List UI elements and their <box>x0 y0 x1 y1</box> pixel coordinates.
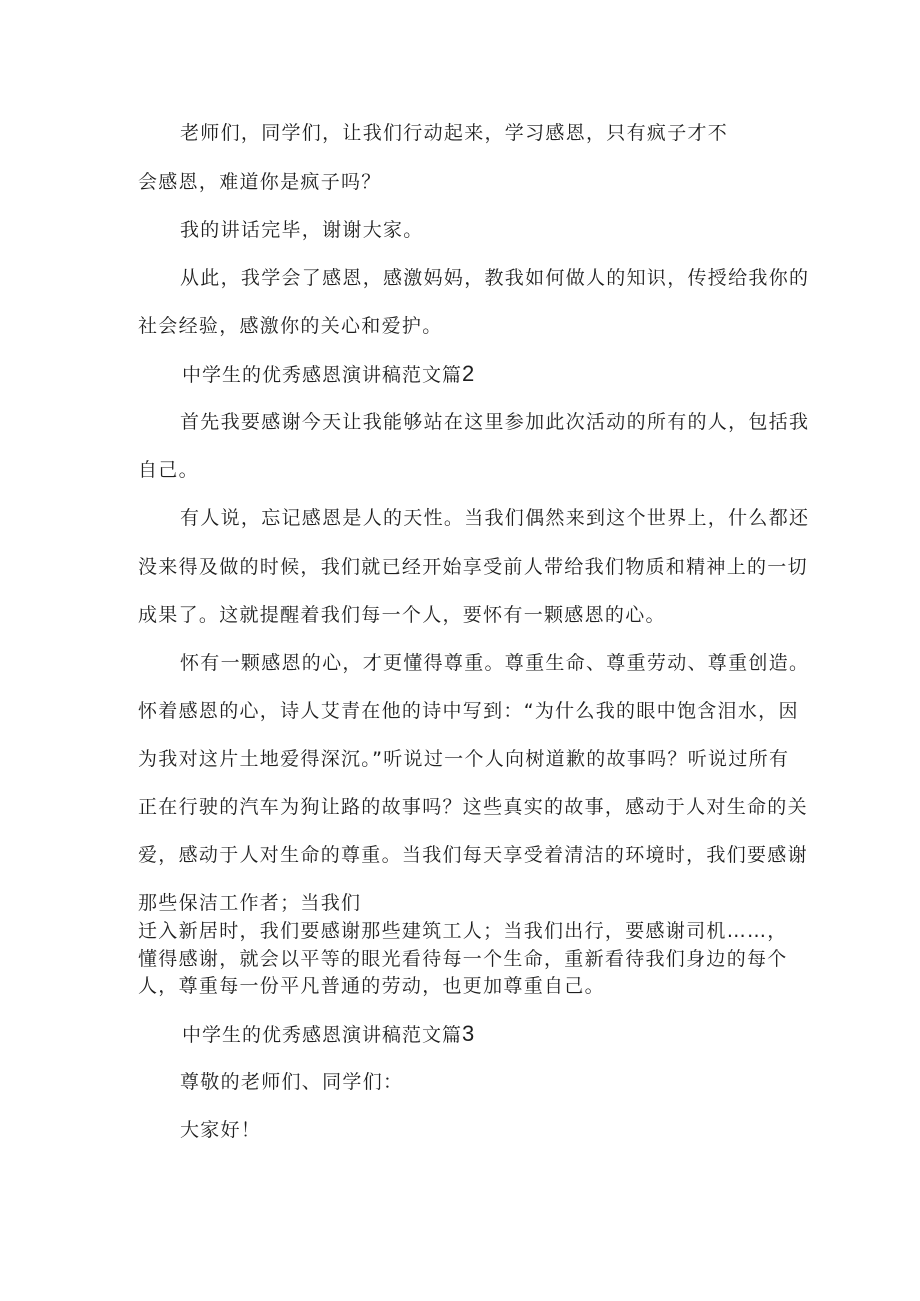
paragraph-line: 人，尊重每一份平凡普通的劳动，也更加尊重自己。 <box>138 975 605 997</box>
paragraph-line: 怀着感恩的心，诗人艾青在他的诗中写到：“为什么我的眼中饱含泪水，因 <box>138 700 799 722</box>
paragraph-line: 有人说，忘记感恩是人的天性。当我们偶然来到这个世界上，什么都还 <box>180 507 810 529</box>
paragraph-line: 首先我要感谢今天让我能够站在这里参加此次活动的所有的人，包括我 <box>180 411 810 433</box>
paragraph-line: 正在行驶的汽车为狗让路的故事吗？这些真实的故事，感动于人对生命的关 <box>138 796 808 818</box>
paragraph-line: 为我对这片土地爱得深沉。”听说过一个人向树道歉的故事吗？听说过所有 <box>138 748 790 770</box>
paragraph-line: 没来得及做的时候，我们就已经开始享受前人带给我们物质和精神上的一切 <box>138 556 808 578</box>
section-heading-2 <box>182 362 474 387</box>
paragraph-line: 自己。 <box>138 459 199 481</box>
heading-number: 2 <box>462 361 475 386</box>
paragraph-line: 迁入新居时，我们要感谢那些建筑工人；当我们出行，要感谢司机……， <box>138 920 788 942</box>
paragraph-line: 从此，我学会了感恩，感激妈妈，教我如何做人的知识，传授给我你的 <box>180 267 810 289</box>
paragraph-line: 那些保洁工作者；当我们 <box>138 892 362 914</box>
section-heading-3 <box>182 1022 474 1047</box>
paragraph-line: 我的讲话完毕，谢谢大家。 <box>180 219 424 241</box>
paragraph-line: 爱，感动于人对生命的尊重。当我们每天享受着清洁的环境时，我们要感谢 <box>138 844 808 866</box>
paragraph-line: 老师们，同学们，让我们行动起来，学习感恩，只有疯子才不 <box>180 122 729 144</box>
paragraph-line: 懂得感谢，就会以平等的眼光看待每一个生命，重新看待我们身边的每个 <box>138 948 788 970</box>
heading-text: 中学生的优秀感恩演讲稿范文篇 <box>182 1024 463 1046</box>
heading-text: 中学生的优秀感恩演讲稿范文篇 <box>182 364 463 386</box>
heading-number: 3 <box>462 1021 475 1046</box>
paragraph-line: 会感恩，难道你是疯子吗？ <box>138 171 382 193</box>
paragraph-line: 尊敬的老师们、同学们： <box>180 1071 404 1093</box>
paragraph-line: 社会经验，感激你的关心和爱护。 <box>138 315 443 337</box>
paragraph-line: 成果了。这就提醒着我们每一个人，要怀有一颗感恩的心。 <box>138 604 666 626</box>
paragraph-line: 怀有一颗感恩的心，才更懂得尊重。尊重生命、尊重劳动、尊重创造。 <box>180 652 810 674</box>
paragraph-line: 大家好！ <box>180 1119 262 1141</box>
